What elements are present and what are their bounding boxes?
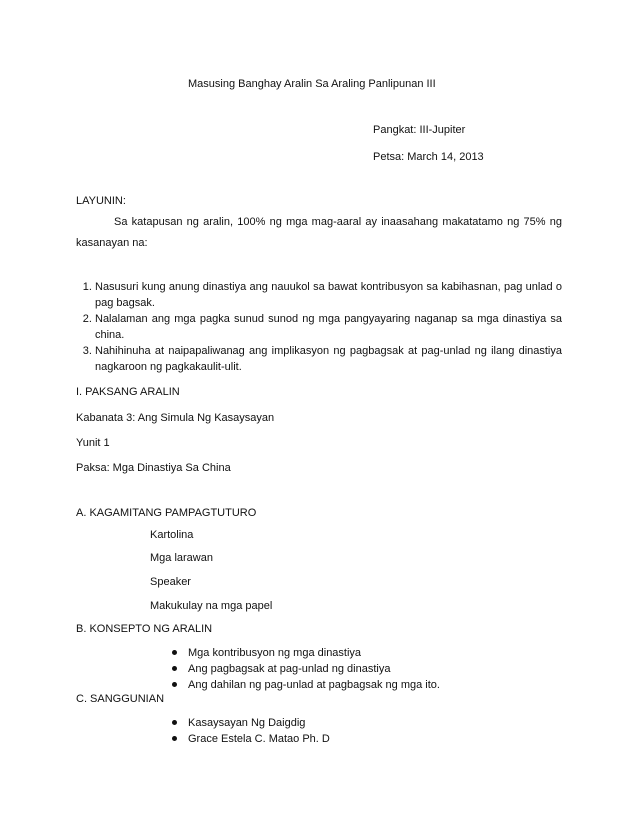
list-item	[172, 731, 330, 747]
sanggunian-heading: C. SANGGUNIAN	[76, 693, 165, 705]
kagamitan-item: Speaker	[150, 576, 191, 588]
kabanata-label: Kabanata 3: Ang Simula Ng Kasaysayan	[76, 412, 275, 424]
objective-item: 2. Nalalaman ang mga pagka sunud sunod ng mga pangyayaring naganap sa mga dinastiya sa china.	[95, 311, 562, 343]
paksang-aralin-heading: I. PAKSANG ARALIN	[76, 386, 180, 398]
sanggunian-item: Kasaysayan Ng Daigdig	[188, 717, 306, 729]
layunin-intro	[76, 212, 562, 254]
list-item	[172, 661, 440, 677]
kagamitan-heading: A. KAGAMITANG PAMPAGTUTURO	[76, 507, 257, 519]
objectives-list	[76, 279, 562, 375]
bullet-icon	[172, 736, 177, 741]
kagamitan-item: Mga larawan	[150, 552, 213, 564]
konsepto-item: Ang pagbagsak at pag-unlad ng dinastiya	[188, 663, 391, 675]
bullet-icon	[172, 682, 177, 687]
konsepto-list	[172, 645, 440, 693]
bullet-icon	[172, 720, 177, 725]
list-item	[172, 677, 440, 693]
paksa-label: Paksa: Mga Dinastiya Sa China	[76, 462, 231, 474]
kagamitan-item: Kartolina	[150, 529, 194, 541]
sanggunian-item: Grace Estela C. Matao Ph. D	[188, 733, 330, 745]
yunit-label: Yunit 1	[76, 437, 110, 449]
document-title: Masusing Banghay Aralin Sa Araling Panlipunan III	[188, 78, 436, 90]
layunin-intro-text: Sa katapusan ng aralin, 100% ng mga mag-aaral ay inaasahang makatatamo ng 75% ng kasanayan na:	[76, 216, 562, 249]
petsa-label: Petsa: March 14, 2013	[373, 151, 484, 163]
objective-item: 1. Nasusuri kung anung dinastiya ang nauukol sa bawat kontribusyon sa kabihasnan, pag unlad o pag bagsak.	[95, 279, 562, 311]
konsepto-item: Mga kontribusyon ng mga dinastiya	[188, 647, 362, 659]
konsepto-item: Ang dahilan ng pag-unlad at pagbagsak ng mga ito.	[188, 679, 440, 691]
list-item	[172, 645, 440, 661]
bullet-icon	[172, 650, 177, 655]
list-item	[172, 715, 330, 731]
objective-item: 3. Nahihinuha at naipapaliwanag ang implikasyon ng pagbagsak at pag-unlad ng ilang dinastiya nagkaroon ng pagkakaulit-ulit.	[95, 343, 562, 375]
sanggunian-list	[172, 715, 330, 747]
konsepto-heading: B. KONSEPTO NG ARALIN	[76, 623, 213, 635]
bullet-icon	[172, 666, 177, 671]
pangkat-label: Pangkat: III-Jupiter	[373, 124, 466, 136]
kagamitan-item: Makukulay na mga papel	[150, 600, 273, 612]
layunin-heading: LAYUNIN:	[76, 195, 126, 207]
